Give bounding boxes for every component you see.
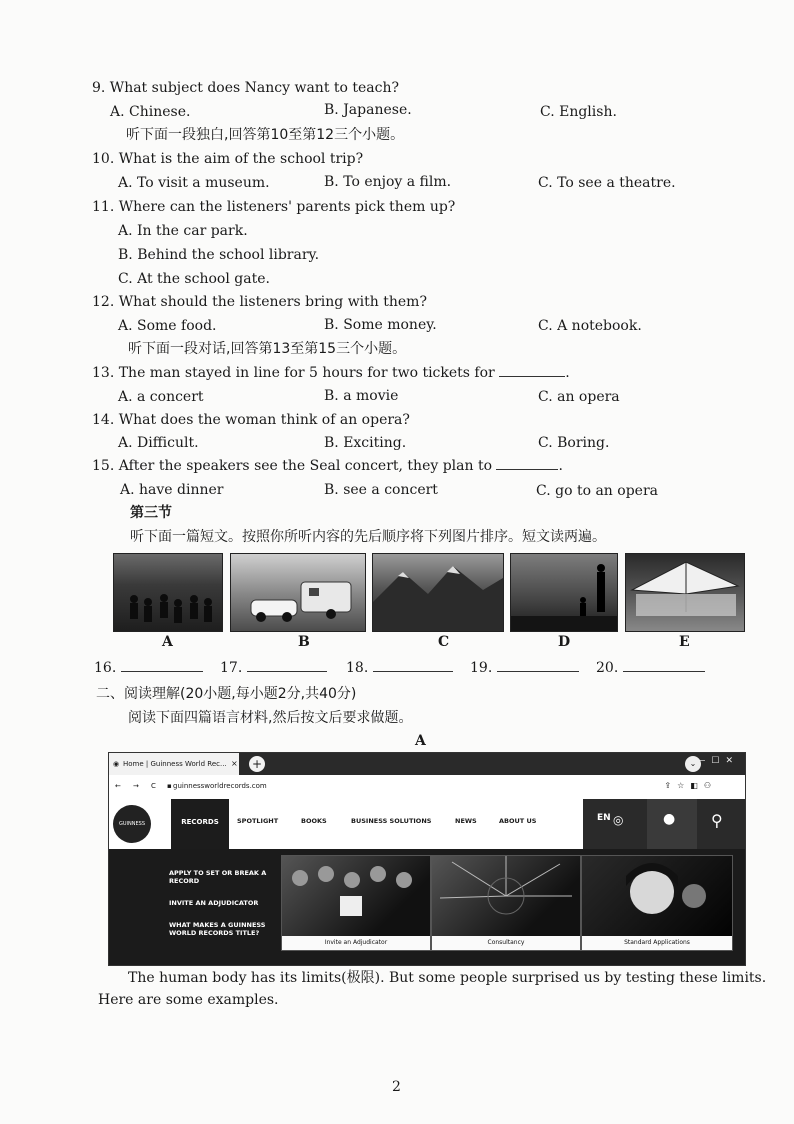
nav-spotlight[interactable]: SPOTLIGHT (237, 817, 279, 825)
q11-question: 11. Where can the listeners' parents pick them up? (92, 199, 456, 215)
answer-16-blank[interactable] (121, 671, 203, 672)
q9-option-b: B. Japanese. (324, 102, 412, 118)
picture-a (113, 553, 223, 632)
card-caption-standard: Standard Applications (582, 936, 732, 950)
picture-e (625, 553, 745, 632)
q13-option-c: C. an opera (538, 389, 620, 405)
guinness-logo[interactable]: GUINNESS (113, 805, 151, 843)
search-button[interactable] (697, 799, 745, 849)
lock-icon: ▪ (167, 782, 172, 790)
answer-19-number: 19. (470, 660, 493, 676)
answer-17-number: 17. (220, 660, 243, 676)
q13-blank (499, 376, 565, 377)
chevron-down-icon[interactable]: ⌄ (685, 756, 701, 772)
browser-tab-title: Home | Guinness World Rec... (123, 760, 227, 768)
instruction-13-15: 听下面一段对话,回答第13至第15三个小题。 (128, 341, 407, 357)
sidebar-link-adjudicator[interactable]: INVITE AN ADJUDICATOR (169, 899, 259, 907)
q10-question: 10. What is the aim of the school trip? (92, 151, 364, 167)
picture-label-b: B (298, 634, 310, 650)
sidebar-link-what-makes[interactable]: WHAT MAKES A GUINNESS WORLD RECORDS TITLE? (169, 921, 266, 937)
q10-option-c: C. To see a theatre. (538, 175, 676, 191)
q14-option-b: B. Exciting. (324, 435, 407, 451)
picture-d-people-silhouette (511, 554, 617, 631)
q15-text: 15. After the speakers see the Seal concert, they plan to (92, 458, 493, 474)
card-consultancy[interactable] (431, 855, 581, 951)
picture-label-a: A (162, 634, 173, 650)
answer-20-number: 20. (596, 660, 619, 676)
q13-option-a: A. a concert (118, 389, 204, 405)
q13-period: . (565, 365, 570, 381)
sidebar-link-apply[interactable]: APPLY TO SET OR BREAK A RECORD (169, 869, 267, 885)
q13-text: 13. The man stayed in line for 5 hours for two tickets for (92, 365, 495, 381)
picture-e-tent (626, 554, 744, 631)
answer-17[interactable] (220, 660, 327, 676)
toolbar-icons[interactable]: ⇪☆◧⚇ (664, 781, 717, 790)
q9-option-c: C. English. (540, 104, 617, 120)
picture-c-mountains (373, 554, 503, 631)
language-label: EN (597, 813, 611, 823)
q15-option-c: C. go to an opera (536, 483, 658, 499)
site-navigation (109, 799, 745, 849)
answer-17-blank[interactable] (247, 671, 327, 672)
q14-option-a: A. Difficult. (118, 435, 199, 451)
passage-text-line-1: The human body has its limits(极限). But some people surprised us by testing these limits. (128, 970, 767, 986)
forward-icon[interactable]: → (133, 782, 139, 790)
card-fireworks-image (432, 856, 580, 936)
q14-option-c: C. Boring. (538, 435, 610, 451)
url-field[interactable]: guinnessworldrecords.com (173, 782, 267, 790)
answer-19-blank[interactable] (497, 671, 579, 672)
card-standard-applications[interactable] (581, 855, 733, 951)
language-selector[interactable] (583, 799, 647, 849)
q12-question: 12. What should the listeners bring with them? (92, 294, 427, 310)
browser-tab[interactable] (109, 753, 239, 775)
q12-option-c: C. A notebook. (538, 318, 642, 334)
picture-label-c: C (438, 634, 450, 650)
hero-section (109, 849, 745, 965)
q14-question: 14. What does the woman think of an opera? (92, 412, 410, 428)
globe-icon: ◉ (113, 760, 120, 768)
picture-b (230, 553, 366, 632)
picture-d (510, 553, 618, 632)
q13-question (92, 364, 570, 382)
answer-20-blank[interactable] (623, 671, 705, 672)
answer-18-number: 18. (346, 660, 369, 676)
user-icon: ● (663, 811, 676, 827)
q13-option-b: B. a movie (324, 388, 399, 404)
nav-business-solutions[interactable]: BUSINESS SOLUTIONS (351, 817, 432, 825)
q10-option-b: B. To enjoy a film. (324, 174, 452, 190)
picture-label-d: D (558, 634, 571, 650)
q9-question: 9. What subject does Nancy want to teach? (92, 80, 400, 96)
part2-instruction: 阅读下面四篇语言材料,然后按文后要求做题。 (128, 710, 413, 726)
reload-icon[interactable]: C (151, 782, 156, 790)
section3-title: 第三节 (130, 505, 172, 521)
q11-option-c: C. At the school gate. (118, 271, 270, 287)
globe-icon: ◎ (613, 813, 624, 827)
q9-option-a: A. Chinese. (110, 104, 191, 120)
part2-title: 二、阅读理解(20小题,每小题2分,共40分) (96, 686, 357, 702)
card-people-image (282, 856, 430, 936)
picture-label-e: E (679, 634, 690, 650)
q15-question (92, 457, 563, 475)
q15-blank (496, 469, 558, 470)
nav-books[interactable]: BOOKS (301, 817, 327, 825)
passage-a-label: A (415, 733, 426, 749)
q10-option-a: A. To visit a museum. (118, 175, 270, 191)
search-icon: ⚲ (711, 811, 723, 830)
answer-18[interactable] (346, 660, 453, 676)
q15-period: . (558, 458, 563, 474)
passage-text-line-2: Here are some examples. (98, 992, 279, 1008)
answer-18-blank[interactable] (373, 671, 453, 672)
browser-screenshot (108, 752, 746, 966)
card-caption-adjudicator: Invite an Adjudicator (282, 936, 430, 950)
back-icon[interactable]: ← (115, 782, 121, 790)
card-woman-image (582, 856, 732, 936)
q12-option-a: A. Some food. (118, 318, 217, 334)
new-tab-button[interactable]: + (249, 756, 265, 772)
picture-b-car-caravan (231, 554, 365, 631)
browser-tab-bar (109, 753, 745, 775)
section3-instruction: 听下面一篇短文。按照你所听内容的先后顺序将下列图片排序。短文读两遍。 (130, 529, 606, 545)
instruction-10-12: 听下面一段独白,回答第10至第12三个小题。 (126, 127, 405, 143)
q11-option-a: A. In the car park. (118, 223, 248, 239)
answer-16[interactable] (94, 660, 203, 676)
user-button[interactable] (647, 799, 697, 849)
hero-sidebar (169, 869, 279, 951)
close-icon[interactable]: × (231, 759, 238, 768)
q12-option-b: B. Some money. (324, 317, 437, 333)
address-bar (109, 775, 745, 797)
answer-19[interactable] (470, 660, 579, 676)
card-caption-consultancy: Consultancy (432, 936, 580, 950)
answer-20[interactable] (596, 660, 705, 676)
answer-16-number: 16. (94, 660, 117, 676)
q11-option-b: B. Behind the school library. (118, 247, 320, 263)
nav-news[interactable]: NEWS (455, 817, 477, 825)
picture-c (372, 553, 504, 632)
picture-a-crowd (114, 554, 222, 631)
nav-about-us[interactable]: ABOUT US (499, 817, 537, 825)
q15-option-a: A. have dinner (120, 482, 224, 498)
window-controls[interactable]: —☐✕ (696, 756, 739, 766)
page-number: 2 (392, 1079, 401, 1095)
nav-records[interactable]: RECORDS (171, 799, 229, 849)
q15-option-b: B. see a concert (324, 482, 438, 498)
card-invite-adjudicator[interactable] (281, 855, 431, 951)
